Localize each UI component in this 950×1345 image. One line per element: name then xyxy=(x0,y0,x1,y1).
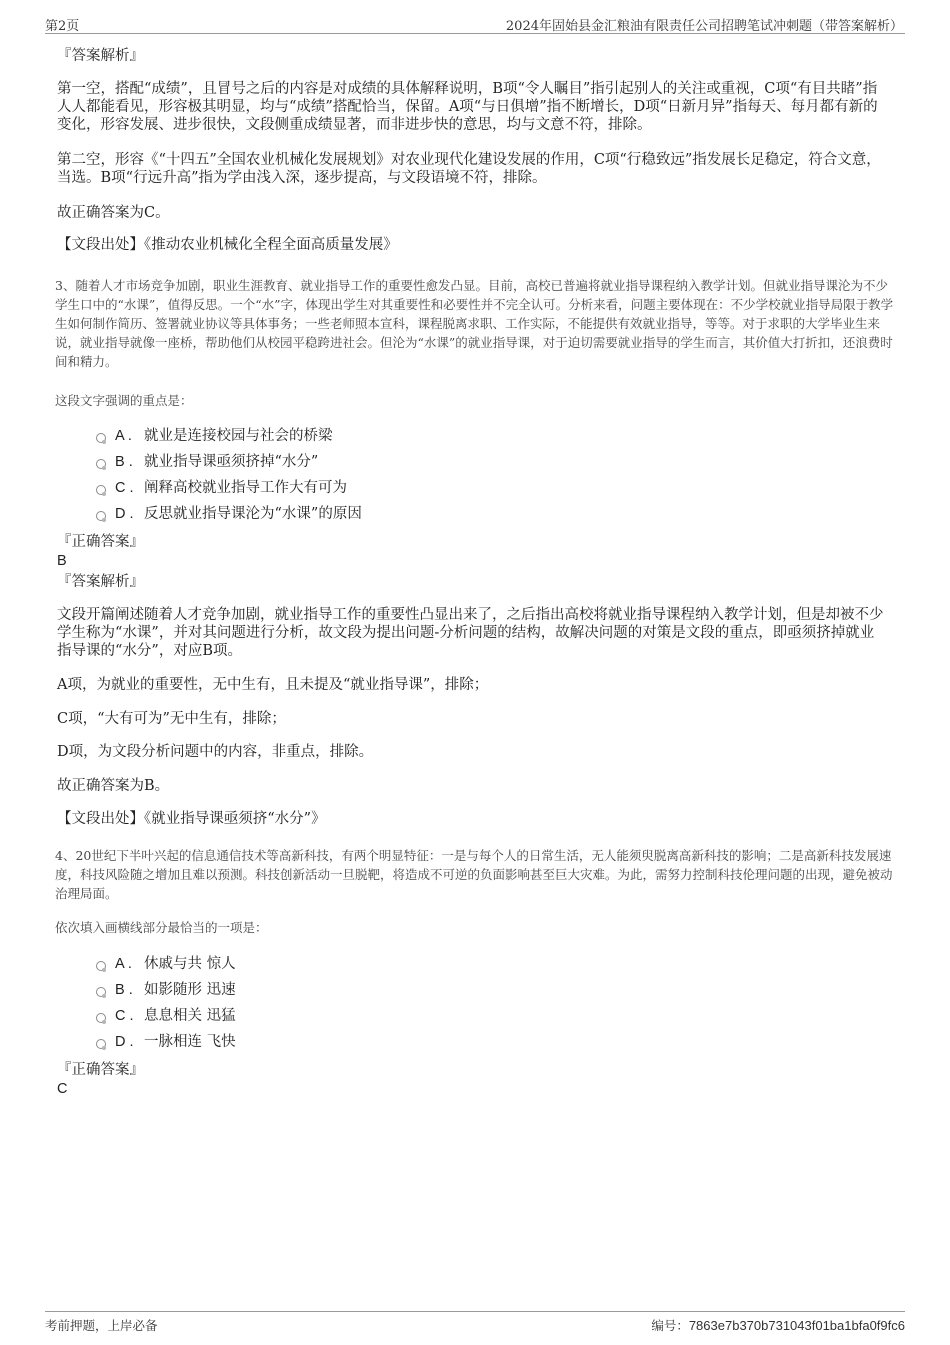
q4-stem: 4、20世纪下半叶兴起的信息通信技术等高新科技，有两个明显特征：一是与每个人的日常生活，无人能须臾脱离高新科技的影响；二是高新科技发展速度，科技风险随之增加且难以预测。科技创新活动一旦脱靶，将造成不可逆的负面影响甚至巨大灾难。为此，需努力控制科技伦理问题的出现，避免被动治理局面。 xyxy=(55,848,893,901)
option-letter: C . xyxy=(115,480,134,496)
option-text: 就业指导课亟须挤掉“水分” xyxy=(144,454,319,470)
radio-button-icon[interactable] xyxy=(96,1039,106,1049)
code-label: 编号： xyxy=(651,1318,689,1333)
option-letter: D . xyxy=(115,1034,134,1050)
q2-source: 【文段出处】《推动农业机械化全程全面高质量发展》 xyxy=(57,237,398,253)
q2-conclusion: 故正确答案为C。 xyxy=(57,205,170,221)
option-text: 如影随形 迅速 xyxy=(144,982,236,998)
q2-analysis-para1: 第一空，搭配“成绩”，且冒号之后的内容是对成绩的具体解释说明，B项“令人瞩目”指引起别人的关注或重视，C项“有目共睹”指人人都能看见，形容极其明显，均与“成绩”搭配恰当，保留。A项“与日俱增”指不断增长，D项“日新月异”指每天、每月都有新的变化，形容发展、进步很快，文段侧重成绩显著，而非进步快的意思，均与文意不符，排除。 xyxy=(57,81,878,133)
option-text: 反思就业指导课沦为“水课”的原因 xyxy=(144,506,362,522)
q3-question: 这段文字强调的重点是： xyxy=(55,393,193,408)
q4-correct-label: 『正确答案』 xyxy=(57,1062,144,1078)
radio-button-icon[interactable] xyxy=(96,961,106,971)
radio-button-icon[interactable] xyxy=(96,433,106,443)
footer-slogan: 考前押题，上岸必备 xyxy=(45,1318,158,1333)
document-code xyxy=(651,1316,905,1334)
q3-correct-value: B xyxy=(57,553,67,569)
document-title: 2024年固始县金汇粮油有限责任公司招聘笔试冲刺题（带答案解析） xyxy=(505,19,903,34)
option-text: 休戚与共 惊人 xyxy=(144,956,236,972)
q3-analysis-label: 『答案解析』 xyxy=(57,574,144,590)
q4-question: 依次填入画横线部分最恰当的一项是： xyxy=(55,920,268,935)
q2-analysis-para2: 第二空，形容《“十四五”全国农业机械化发展规划》对农业现代化建设发展的作用，C项“行稳致远”指发展长足稳定，符合文意，当选。B项“行远升高”指为学由浅入深，逐步提高，与文段语境不符，排除。 xyxy=(57,152,881,186)
option-text: 就业是连接校园与社会的桥梁 xyxy=(144,428,333,444)
radio-button-icon[interactable] xyxy=(96,1013,106,1023)
radio-button-icon[interactable] xyxy=(96,459,106,469)
code-value: 7863e7b370b731043f01ba1bfa0f9fc6 xyxy=(688,1318,905,1333)
radio-button-icon[interactable] xyxy=(96,987,106,997)
q3-note-c: C项，“大有可为”无中生有，排除； xyxy=(57,711,286,727)
q3-analysis-text: 文段开篇阐述随着人才竞争加剧，就业指导工作的重要性凸显出来了，之后指出高校将就业指导课程纳入教学计划，但是却被不少学生称为“水课”，并对其问题进行分析，故文段为提出问题-分析问题的结构，故解决问题的对策是文段的重点，即亟须挤掉就业指导课的“水分”，对应B项。 xyxy=(57,607,884,659)
page-header xyxy=(45,12,905,34)
option-text: 一脉相连 飞快 xyxy=(144,1034,236,1050)
radio-button-icon[interactable] xyxy=(96,511,106,521)
radio-button-icon[interactable] xyxy=(96,485,106,495)
option-letter: A . xyxy=(115,428,132,444)
q3-stem: 3、随着人才市场竞争加剧，职业生涯教育、就业指导工作的重要性愈发凸显。目前，高校已普遍将就业指导课程纳入教学计划。但就业指导课沦为不少学生口中的“水课”，值得反思。一个“水”字，体现出学生对其重要性和必要性并不完全认可。分析来看，问题主要体现在：不少学校就业指导局限于教学生如何制作简历、签署就业协议等具体事务；一些老师照本宣科，课程脱离求职、工作实际，不能提供有效就业指导，等等。对于求职的大学毕业生来说，就业指导就像一座桥，帮助他们从校园平稳跨进社会。但沦为“水课”的就业指导课，对于迫切需要就业指导的学生而言，其价值大打折扣，还浪费时间和精力。 xyxy=(55,278,894,369)
option-text: 息息相关 迅猛 xyxy=(144,1008,236,1024)
q3-note-d: D项，为文段分析问题中的内容，非重点，排除。 xyxy=(57,744,374,760)
q2-analysis-label: 『答案解析』 xyxy=(57,48,144,64)
q3-conclusion: 故正确答案为B。 xyxy=(57,778,170,794)
q4-correct-value: C xyxy=(57,1081,68,1097)
q3-source: 【文段出处】《就业指导课亟须挤“水分”》 xyxy=(57,811,326,827)
option-text: 阐释高校就业指导工作大有可为 xyxy=(144,480,347,496)
page-footer xyxy=(45,1311,905,1333)
q3-correct-label: 『正确答案』 xyxy=(57,534,144,550)
option-letter: D . xyxy=(115,506,134,522)
option-letter: B . xyxy=(115,982,133,998)
option-letter: B . xyxy=(115,454,133,470)
q3-note-a: A项，为就业的重要性，无中生有，且未提及“就业指导课”，排除； xyxy=(57,677,489,693)
option-letter: A . xyxy=(115,956,132,972)
page-number: 第2页 xyxy=(45,19,80,34)
option-letter: C . xyxy=(115,1008,134,1024)
